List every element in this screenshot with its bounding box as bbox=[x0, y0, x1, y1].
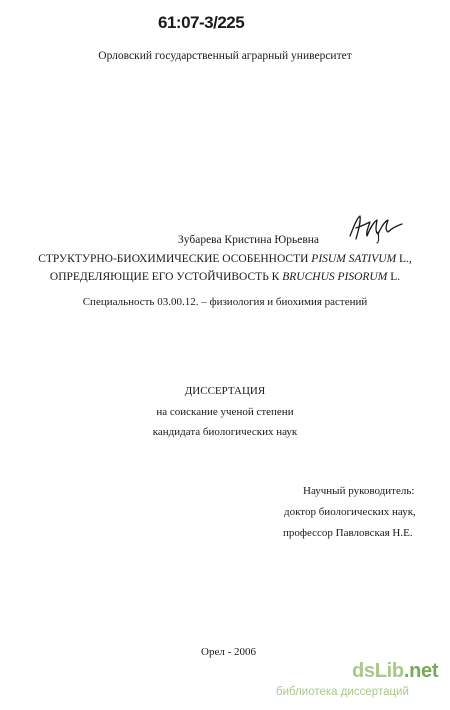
degree-purpose-line-1: на соискание ученой степени bbox=[156, 406, 294, 418]
university-name: Орловский государственный аграрный университет bbox=[98, 50, 352, 62]
supervisor-degree: доктор биологических наук, bbox=[284, 506, 416, 518]
supervisor-name: профессор Павловская Н.Е. bbox=[283, 527, 413, 539]
watermark-logo-main: dsLib bbox=[352, 660, 404, 682]
watermark-logo bbox=[352, 660, 438, 683]
watermark-logo-tld: .net bbox=[403, 660, 439, 682]
thesis-title-line-1 bbox=[0, 253, 450, 265]
city-year: Орел - 2006 bbox=[201, 646, 256, 658]
title-line-2-prefix: ОПРЕДЕЛЯЮЩИЕ ЕГО УСТОЙЧИВОСТЬ К bbox=[49, 271, 283, 283]
degree-purpose-line-2: кандидата биологических наук bbox=[152, 426, 298, 438]
author-name: Зубарева Кристина Юрьевна bbox=[178, 234, 320, 246]
title-line-1-species: PISUM SATIVUM bbox=[311, 253, 397, 265]
title-line-2-suffix: L. bbox=[387, 271, 401, 283]
specialty-line: Специальность 03.00.12. – физиология и биохимия растений bbox=[82, 296, 368, 308]
title-line-1-prefix: СТРУКТУРНО-БИОХИМИЧЕСКИЕ ОСОБЕННОСТИ bbox=[38, 253, 312, 265]
watermark-caption: библиотека диссертаций bbox=[276, 686, 409, 698]
title-line-2-species: BRUCHUS PISORUM bbox=[282, 271, 388, 283]
document-code: 61:07-3/225 bbox=[158, 13, 245, 32]
thesis-title-line-2 bbox=[0, 271, 450, 283]
author-signature bbox=[348, 212, 404, 244]
title-line-1-suffix: L., bbox=[396, 253, 412, 265]
thesis-type: ДИССЕРТАЦИЯ bbox=[184, 385, 266, 397]
supervisor-label: Научный руководитель: bbox=[303, 485, 415, 497]
